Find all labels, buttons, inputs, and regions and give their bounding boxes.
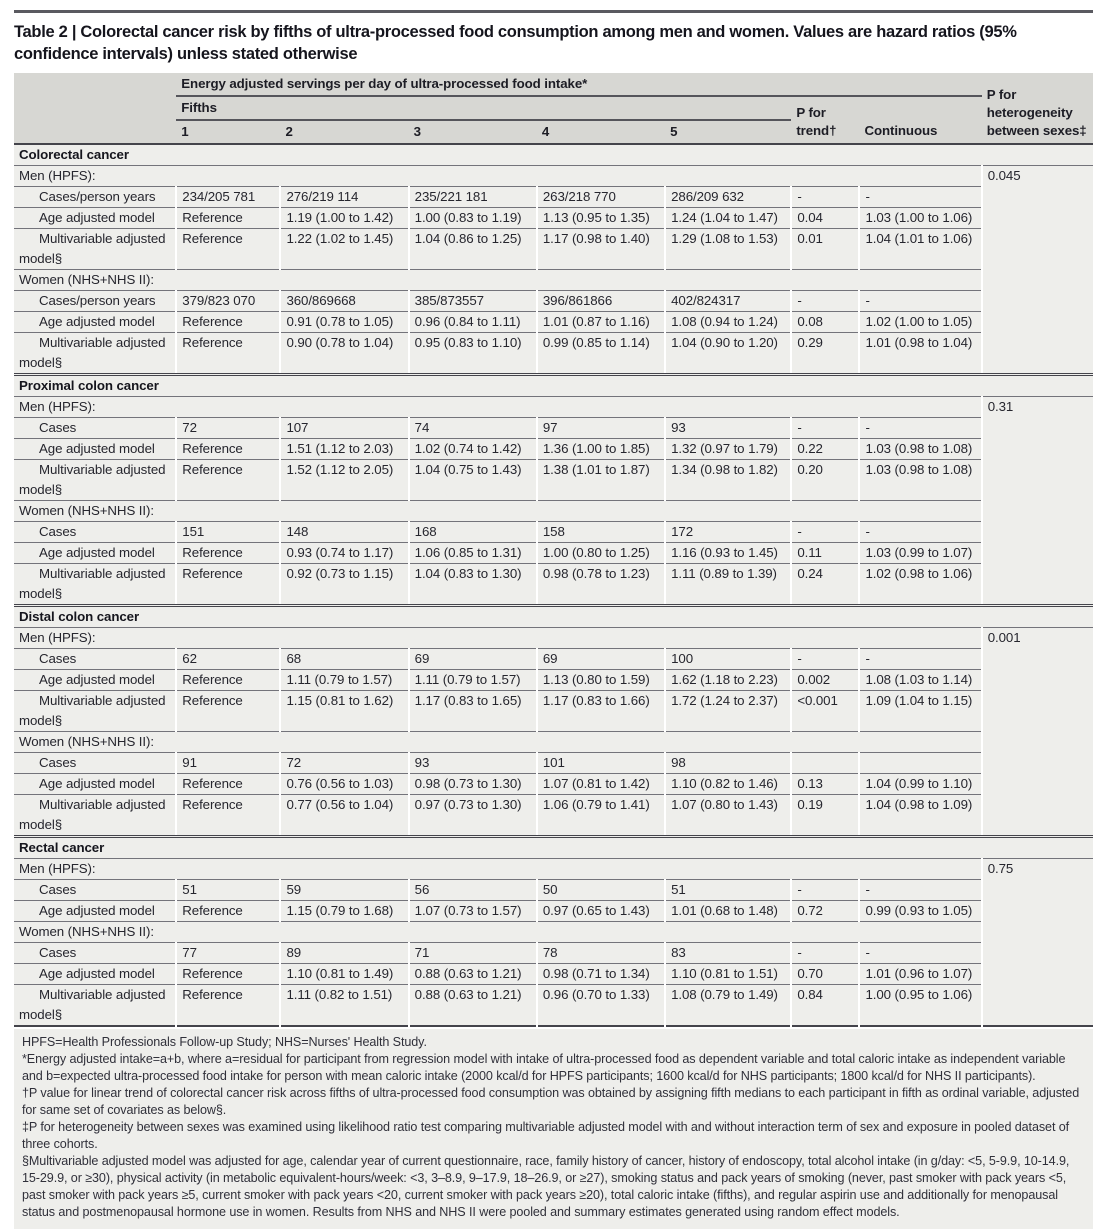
table-row: [14, 964, 1093, 985]
cell-value: 89: [280, 943, 408, 964]
cell-value: 1.07 (0.81 to 1.42): [537, 774, 665, 795]
cell-value: 0.97 (0.65 to 1.43): [537, 901, 665, 922]
cell-value: -: [859, 649, 981, 670]
group-row: [14, 922, 1093, 943]
table-row: [14, 985, 1093, 1027]
footnotes: [14, 1029, 1093, 1229]
table-row: [14, 333, 1093, 375]
cell-value: 0.93 (0.74 to 1.17): [280, 543, 408, 564]
footnote-abbreviations: HPFS=Health Professionals Follow-up Study; NHS=Nurses' Health Study.: [22, 1035, 427, 1049]
row-label: Age adjusted model: [14, 312, 176, 333]
section-label: Colorectal cancer: [14, 144, 1093, 166]
table-row: [14, 795, 1093, 837]
cell-value: 158: [537, 522, 665, 543]
group-label: Men (HPFS):: [14, 397, 982, 418]
cell-value: 396/861866: [537, 291, 665, 312]
cell-value: -: [791, 187, 859, 208]
cell-value: 0.76 (0.56 to 1.03): [280, 774, 408, 795]
row-label: Cases/person years: [14, 187, 176, 208]
cell-value: -: [859, 291, 981, 312]
col-header-fifth-1: 1: [176, 120, 280, 144]
cell-value: 68: [280, 649, 408, 670]
section-label: Proximal colon cancer: [14, 375, 1093, 397]
cell-value: 1.00 (0.95 to 1.06): [859, 985, 981, 1027]
group-label: Men (HPFS):: [14, 166, 982, 187]
cell-value: 1.04 (0.98 to 1.09): [859, 795, 981, 837]
cell-value: -: [859, 943, 981, 964]
cell-value: 1.01 (0.87 to 1.16): [537, 312, 665, 333]
cell-value: 0.72: [791, 901, 859, 922]
cell-value: 1.02 (1.00 to 1.05): [859, 312, 981, 333]
cell-value: 234/205 781: [176, 187, 280, 208]
cell-value: 1.52 (1.12 to 2.05): [280, 460, 408, 501]
cell-value: 0.90 (0.78 to 1.04): [280, 333, 408, 375]
section-label: Rectal cancer: [14, 837, 1093, 859]
col-header-fifth-4: 4: [537, 120, 665, 144]
cell-value: 0.01: [791, 229, 859, 270]
row-label: Cases: [14, 753, 176, 774]
cell-value: 1.29 (1.08 to 1.53): [665, 229, 791, 270]
cell-value: 0.002: [791, 670, 859, 691]
col-header-p-trend: P for trend†: [791, 96, 859, 144]
footnote-p-trend: †P value for linear trend of colorectal cancer risk across fifths of ultra-processed food consumption was obtained by assigning fifth medians to each participant in fifth as ordinal variable, adjusted for same set of covariates as below§.: [22, 1086, 1080, 1117]
cell-value: -: [791, 522, 859, 543]
cell-value: 1.04 (0.99 to 1.10): [859, 774, 981, 795]
section-row: [14, 375, 1093, 397]
row-label: Multivariable adjusted model§: [14, 564, 176, 606]
cell-value: -: [791, 418, 859, 439]
cell-value: 1.11 (0.79 to 1.57): [409, 670, 537, 691]
cell-value: 1.17 (0.83 to 1.65): [409, 691, 537, 732]
cell-value: 1.04 (0.86 to 1.25): [409, 229, 537, 270]
p-heterogeneity-value: 0.75: [982, 859, 1093, 1027]
cell-value: 1.10 (0.82 to 1.46): [665, 774, 791, 795]
col-header-continuous: Continuous: [859, 96, 981, 144]
cell-value: Reference: [176, 985, 280, 1027]
cell-value: 1.09 (1.04 to 1.15): [859, 691, 981, 732]
table-row: [14, 943, 1093, 964]
cell-value: 1.04 (0.75 to 1.43): [409, 460, 537, 501]
corner-cell: [14, 73, 176, 144]
cell-value: 0.08: [791, 312, 859, 333]
cell-value: 1.08 (0.79 to 1.49): [665, 985, 791, 1027]
cell-value: 1.11 (0.79 to 1.57): [280, 670, 408, 691]
row-label: Cases/person years: [14, 291, 176, 312]
cell-value: 1.08 (1.03 to 1.14): [859, 670, 981, 691]
cell-value: 0.99 (0.93 to 1.05): [859, 901, 981, 922]
cell-value: 0.04: [791, 208, 859, 229]
cell-value: Reference: [176, 543, 280, 564]
table-row: [14, 564, 1093, 606]
cell-value: 69: [537, 649, 665, 670]
group-label: Women (NHS+NHS II):: [14, 501, 982, 522]
cell-value: -: [859, 522, 981, 543]
group-row: [14, 166, 1093, 187]
section-label: Distal colon cancer: [14, 606, 1093, 628]
cell-value: 1.03 (0.99 to 1.07): [859, 543, 981, 564]
cell-value: 1.08 (0.94 to 1.24): [665, 312, 791, 333]
cell-value: 72: [280, 753, 408, 774]
cell-value: 1.11 (0.89 to 1.39): [665, 564, 791, 606]
cell-value: 1.04 (1.01 to 1.06): [859, 229, 981, 270]
cell-value: Reference: [176, 208, 280, 229]
cell-value: 1.51 (1.12 to 2.03): [280, 439, 408, 460]
table-row: [14, 229, 1093, 270]
col-header-fifth-5: 5: [665, 120, 791, 144]
cell-value: 77: [176, 943, 280, 964]
cell-value: 1.17 (0.83 to 1.66): [537, 691, 665, 732]
cell-value: 1.00 (0.80 to 1.25): [537, 543, 665, 564]
cell-value: 1.16 (0.93 to 1.45): [665, 543, 791, 564]
cell-value: 100: [665, 649, 791, 670]
results-table: [14, 73, 1093, 1027]
col-header-p-heterogeneity: P for heterogeneity between sexes‡: [982, 73, 1093, 144]
cell-value: <0.001: [791, 691, 859, 732]
row-label: Multivariable adjusted model§: [14, 985, 176, 1027]
cell-value: 0.99 (0.85 to 1.14): [537, 333, 665, 375]
cell-value: 56: [409, 880, 537, 901]
cell-value: Reference: [176, 333, 280, 375]
row-label: Multivariable adjusted model§: [14, 229, 176, 270]
cell-value: 0.96 (0.84 to 1.11): [409, 312, 537, 333]
cell-value: 0.98 (0.73 to 1.30): [409, 774, 537, 795]
cell-value: 1.02 (0.98 to 1.06): [859, 564, 981, 606]
section-row: [14, 837, 1093, 859]
cell-value: 1.15 (0.81 to 1.62): [280, 691, 408, 732]
cell-value: 1.10 (0.81 to 1.49): [280, 964, 408, 985]
cell-value: -: [859, 187, 981, 208]
cell-value: Reference: [176, 795, 280, 837]
cell-value: 151: [176, 522, 280, 543]
cell-value: 0.13: [791, 774, 859, 795]
cell-value: -: [791, 880, 859, 901]
cell-value: 1.01 (0.96 to 1.07): [859, 964, 981, 985]
group-row: [14, 501, 1093, 522]
cell-value: -: [859, 880, 981, 901]
section-row: [14, 606, 1093, 628]
section-row: [14, 144, 1093, 166]
table-body: [14, 144, 1093, 1026]
cell-value: [791, 753, 859, 774]
cell-value: 97: [537, 418, 665, 439]
cell-value: 50: [537, 880, 665, 901]
table-row: [14, 691, 1093, 732]
cell-value: 0.22: [791, 439, 859, 460]
cell-value: 0.11: [791, 543, 859, 564]
cell-value: 1.04 (0.90 to 1.20): [665, 333, 791, 375]
cell-value: 1.13 (0.80 to 1.59): [537, 670, 665, 691]
cell-value: 1.06 (0.85 to 1.31): [409, 543, 537, 564]
cell-value: 62: [176, 649, 280, 670]
group-row: [14, 859, 1093, 880]
cell-value: 59: [280, 880, 408, 901]
cell-value: [859, 753, 981, 774]
cell-value: 1.01 (0.98 to 1.04): [859, 333, 981, 375]
row-label: Multivariable adjusted model§: [14, 333, 176, 375]
footnote-multivariable: §Multivariable adjusted model was adjusted for age, calendar year of current questionnaire, race, family history of cancer, history of endoscopy, total alcohol intake (in g/day: <5, 5-9.9, 10-14.9, 15-29.9, or ≥30), physical activity (in metabolic equivalent-hours/week: <3, 3–8.9, 9–17.9, 18–26.9, or ≥27), smoking status and pack years of smoking (never, past smoker with pack years <5, past smoker with pack years ≥5, current smoker with pack years <20, current smoker with pack years ≥20), total caloric intake (fifths), and regular aspirin use and additionally for menopausal status and postmenopausal hormone use in women. Results from NHS and NHS II were pooled and summary estimates generated using random effect models.: [22, 1154, 1070, 1219]
cell-value: 101: [537, 753, 665, 774]
cell-value: 72: [176, 418, 280, 439]
row-label: Age adjusted model: [14, 964, 176, 985]
group-label: Women (NHS+NHS II):: [14, 732, 982, 753]
cell-value: 360/869668: [280, 291, 408, 312]
cell-value: 51: [665, 880, 791, 901]
row-label: Age adjusted model: [14, 670, 176, 691]
cell-value: 1.03 (1.00 to 1.06): [859, 208, 981, 229]
cell-value: 107: [280, 418, 408, 439]
cell-value: 0.20: [791, 460, 859, 501]
table-header: [14, 73, 1093, 144]
cell-value: 71: [409, 943, 537, 964]
cell-value: 1.07 (0.80 to 1.43): [665, 795, 791, 837]
group-label: Women (NHS+NHS II):: [14, 270, 982, 291]
row-label: Age adjusted model: [14, 208, 176, 229]
cell-value: 74: [409, 418, 537, 439]
cell-value: 1.03 (0.98 to 1.08): [859, 439, 981, 460]
row-label: Age adjusted model: [14, 901, 176, 922]
cell-value: 1.36 (1.00 to 1.85): [537, 439, 665, 460]
cell-value: 1.34 (0.98 to 1.82): [665, 460, 791, 501]
cell-value: 0.77 (0.56 to 1.04): [280, 795, 408, 837]
cell-value: 1.04 (0.83 to 1.30): [409, 564, 537, 606]
cell-value: 235/221 181: [409, 187, 537, 208]
cell-value: 0.70: [791, 964, 859, 985]
cell-value: Reference: [176, 564, 280, 606]
cell-value: 1.03 (0.98 to 1.08): [859, 460, 981, 501]
cell-value: -: [791, 943, 859, 964]
cell-value: 1.72 (1.24 to 2.37): [665, 691, 791, 732]
cell-value: 0.92 (0.73 to 1.15): [280, 564, 408, 606]
cell-value: Reference: [176, 774, 280, 795]
col-header-fifths: Fifths: [176, 96, 791, 120]
cell-value: 1.24 (1.04 to 1.47): [665, 208, 791, 229]
cell-value: 1.13 (0.95 to 1.35): [537, 208, 665, 229]
cell-value: 0.98 (0.71 to 1.34): [537, 964, 665, 985]
cell-value: 1.15 (0.79 to 1.68): [280, 901, 408, 922]
cell-value: 1.38 (1.01 to 1.87): [537, 460, 665, 501]
cell-value: Reference: [176, 901, 280, 922]
cell-value: 93: [409, 753, 537, 774]
row-label: Multivariable adjusted model§: [14, 460, 176, 501]
group-row: [14, 628, 1093, 649]
cell-value: 0.98 (0.78 to 1.23): [537, 564, 665, 606]
cell-value: 1.32 (0.97 to 1.79): [665, 439, 791, 460]
group-row: [14, 397, 1093, 418]
table-row: [14, 522, 1093, 543]
table-row: [14, 208, 1093, 229]
cell-value: 0.84: [791, 985, 859, 1027]
col-header-fifth-2: 2: [280, 120, 408, 144]
table-row: [14, 418, 1093, 439]
table-row: [14, 312, 1093, 333]
footnote-energy-adjusted: *Energy adjusted intake=a+b, where a=residual for participant from regression model with intake of ultra-processed food as dependent variable and total caloric intake as independent variable and b=expected ultra-processed food intake for person with mean caloric intake (2000 kcal/d for HPFS participants; 1600 kcal/d for NHS participants; 1800 kcal/d for NHS II participants).: [22, 1052, 1066, 1083]
top-divider: [14, 10, 1093, 13]
cell-value: 148: [280, 522, 408, 543]
cell-value: 1.10 (0.81 to 1.51): [665, 964, 791, 985]
cell-value: Reference: [176, 670, 280, 691]
cell-value: 1.17 (0.98 to 1.40): [537, 229, 665, 270]
cell-value: Reference: [176, 312, 280, 333]
cell-value: 263/218 770: [537, 187, 665, 208]
cell-value: Reference: [176, 964, 280, 985]
cell-value: -: [791, 291, 859, 312]
cell-value: Reference: [176, 229, 280, 270]
cell-value: 379/823 070: [176, 291, 280, 312]
cell-value: 0.91 (0.78 to 1.05): [280, 312, 408, 333]
cell-value: Reference: [176, 439, 280, 460]
cell-value: 172: [665, 522, 791, 543]
cell-value: 93: [665, 418, 791, 439]
col-header-spanner: Energy adjusted servings per day of ultra-processed food intake*: [176, 73, 981, 96]
table-row: [14, 753, 1093, 774]
row-label: Cases: [14, 943, 176, 964]
cell-value: 0.24: [791, 564, 859, 606]
table-title: Table 2 | Colorectal cancer risk by fifths of ultra-processed food consumption among men and women. Values are hazard ratios (95% confidence intervals) unless stated otherwise: [14, 23, 1017, 63]
table-row: [14, 901, 1093, 922]
group-label: Men (HPFS):: [14, 628, 982, 649]
cell-value: 1.11 (0.82 to 1.51): [280, 985, 408, 1027]
cell-value: 1.00 (0.83 to 1.19): [409, 208, 537, 229]
row-label: Multivariable adjusted model§: [14, 795, 176, 837]
p-heterogeneity-value: 0.001: [982, 628, 1093, 837]
row-label: Cases: [14, 649, 176, 670]
cell-value: 69: [409, 649, 537, 670]
table-row: [14, 291, 1093, 312]
row-label: Cases: [14, 522, 176, 543]
cell-value: 1.62 (1.18 to 2.23): [665, 670, 791, 691]
cell-value: 0.97 (0.73 to 1.30): [409, 795, 537, 837]
cell-value: 1.01 (0.68 to 1.48): [665, 901, 791, 922]
row-label: Age adjusted model: [14, 543, 176, 564]
cell-value: 98: [665, 753, 791, 774]
table-row: [14, 543, 1093, 564]
group-label: Women (NHS+NHS II):: [14, 922, 982, 943]
cell-value: 0.88 (0.63 to 1.21): [409, 985, 537, 1027]
table-row: [14, 670, 1093, 691]
table-row: [14, 649, 1093, 670]
cell-value: 1.06 (0.79 to 1.41): [537, 795, 665, 837]
cell-value: 1.02 (0.74 to 1.42): [409, 439, 537, 460]
cell-value: 0.88 (0.63 to 1.21): [409, 964, 537, 985]
p-heterogeneity-value: 0.045: [982, 166, 1093, 375]
cell-value: 0.95 (0.83 to 1.10): [409, 333, 537, 375]
cell-value: 83: [665, 943, 791, 964]
cell-value: -: [791, 649, 859, 670]
row-label: Cases: [14, 418, 176, 439]
footnote-p-heterogeneity: ‡P for heterogeneity between sexes was examined using likelihood ratio test comparing multivariable adjusted model with and without interaction term of sex and exposure in pooled dataset of three cohorts.: [22, 1120, 1070, 1151]
table-row: [14, 439, 1093, 460]
cell-value: 1.22 (1.02 to 1.45): [280, 229, 408, 270]
cell-value: 168: [409, 522, 537, 543]
group-label: Men (HPFS):: [14, 859, 982, 880]
cell-value: 0.19: [791, 795, 859, 837]
table-row: [14, 460, 1093, 501]
col-header-fifth-3: 3: [409, 120, 537, 144]
cell-value: 402/824317: [665, 291, 791, 312]
cell-value: 276/219 114: [280, 187, 408, 208]
p-heterogeneity-value: 0.31: [982, 397, 1093, 606]
cell-value: Reference: [176, 460, 280, 501]
cell-value: 1.07 (0.73 to 1.57): [409, 901, 537, 922]
cell-value: 51: [176, 880, 280, 901]
cell-value: Reference: [176, 691, 280, 732]
row-label: Multivariable adjusted model§: [14, 691, 176, 732]
row-label: Age adjusted model: [14, 439, 176, 460]
cell-value: -: [859, 418, 981, 439]
table-row: [14, 880, 1093, 901]
table-row: [14, 187, 1093, 208]
group-row: [14, 270, 1093, 291]
cell-value: 78: [537, 943, 665, 964]
table-row: [14, 774, 1093, 795]
cell-value: 385/873557: [409, 291, 537, 312]
cell-value: 0.96 (0.70 to 1.33): [537, 985, 665, 1027]
cell-value: 91: [176, 753, 280, 774]
cell-value: 286/209 632: [665, 187, 791, 208]
cell-value: 1.19 (1.00 to 1.42): [280, 208, 408, 229]
row-label: Age adjusted model: [14, 774, 176, 795]
cell-value: 0.29: [791, 333, 859, 375]
group-row: [14, 732, 1093, 753]
row-label: Cases: [14, 880, 176, 901]
